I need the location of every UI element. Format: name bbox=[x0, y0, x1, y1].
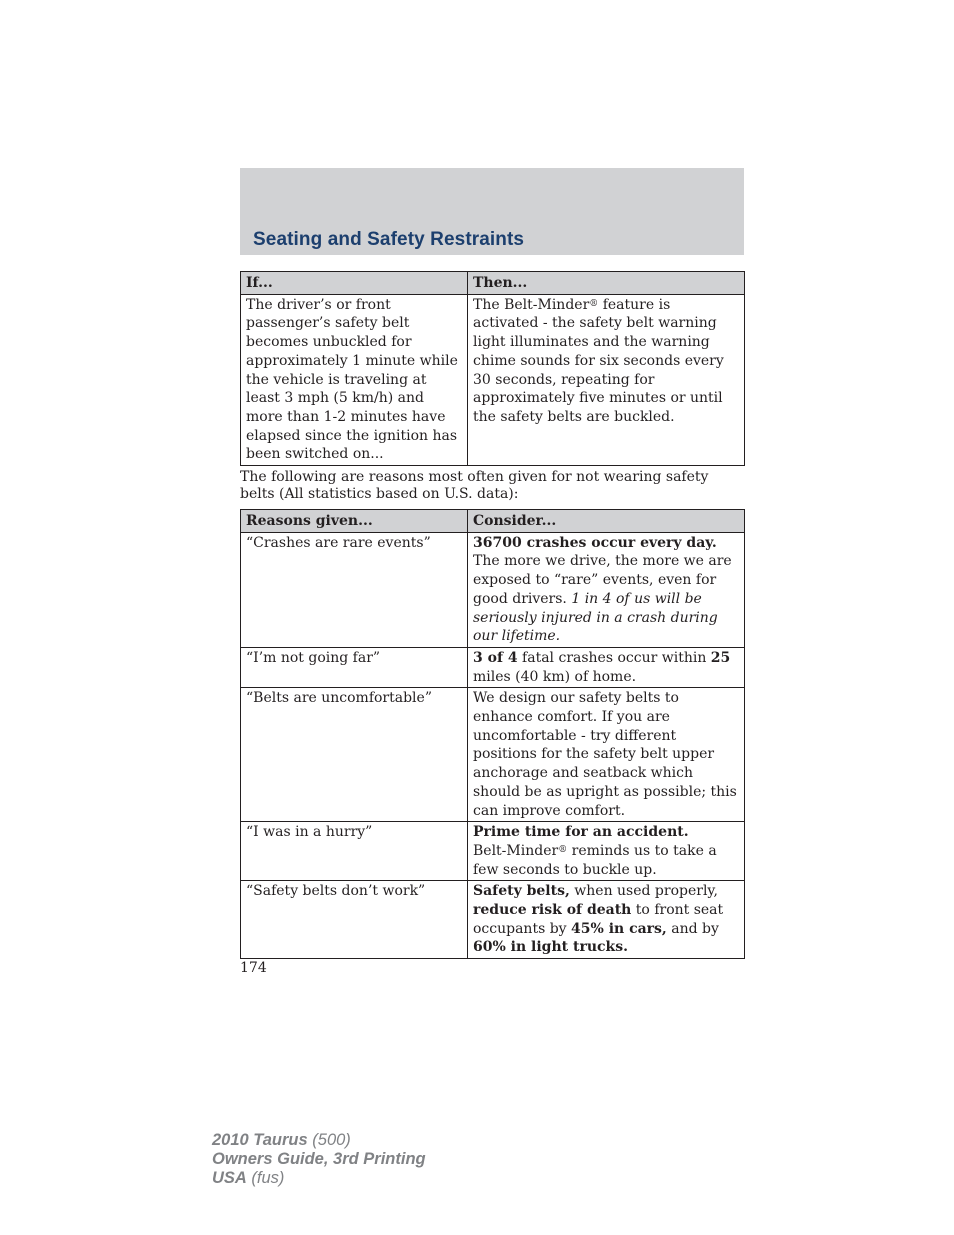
body-text: reminds us to take a few seconds to buckle up. bbox=[473, 842, 717, 878]
reason-cell: “I’m not going far” bbox=[241, 647, 468, 687]
consider-cell bbox=[468, 532, 745, 647]
table-row bbox=[241, 647, 745, 687]
footer-model: 2010 Taurus bbox=[212, 1131, 308, 1149]
body-text: miles (40 km) of home. bbox=[473, 668, 637, 685]
table-row bbox=[241, 881, 745, 959]
body-text: and by bbox=[666, 920, 719, 937]
column-header-consider: Consider... bbox=[468, 510, 745, 533]
body-text: when used properly, bbox=[569, 883, 718, 900]
consider-cell bbox=[468, 822, 745, 881]
table-row bbox=[241, 688, 745, 822]
body-text: The more we drive, the more we are exposed to “rare” events, even for good drivers. bbox=[473, 553, 732, 607]
registered-mark: ® bbox=[589, 298, 599, 309]
result-prefix: The Belt-Minder bbox=[473, 296, 590, 313]
result-cell bbox=[468, 294, 745, 465]
body-text: Belt-Minder bbox=[473, 842, 559, 859]
intro-paragraph: The following are reasons most often given for not wearing safety belts (All statistics based on U.S. data): bbox=[240, 469, 709, 502]
page-number: 174 bbox=[240, 960, 267, 976]
section-title: Seating and Safety Restraints bbox=[253, 229, 525, 250]
reason-cell: “I was in a hurry” bbox=[241, 822, 468, 881]
bold-text: 45% in cars, bbox=[571, 920, 667, 937]
consider-cell: We design our safety belts to enhance comfort. If you are uncomfortable - try different positions for the safety belt upper anchorage and seatback which should be as upright as possible; this can improve comfort. bbox=[468, 688, 745, 822]
table-header-row bbox=[241, 510, 745, 533]
reason-cell: “Safety belts don’t work” bbox=[241, 881, 468, 959]
footer-model-code: (500) bbox=[307, 1131, 351, 1149]
consider-cell bbox=[468, 881, 745, 959]
belt-minder-table bbox=[240, 271, 745, 466]
bold-text: Prime time for an accident. bbox=[473, 824, 689, 841]
result-suffix: feature is activated - the safety belt warning light illuminates and the warning chime sounds for six seconds every 30 seconds, repeating for approximately five minutes or until the safety belts are buckled. bbox=[473, 296, 724, 425]
bold-text: 60% in light trucks. bbox=[473, 939, 628, 956]
bold-text: 3 of 4 bbox=[473, 649, 518, 666]
bold-text: 25 bbox=[710, 649, 731, 666]
consider-cell bbox=[468, 647, 745, 687]
footer-imprint bbox=[212, 1131, 426, 1188]
table-row bbox=[241, 294, 745, 465]
column-header-then: Then... bbox=[468, 272, 745, 295]
section-header-band bbox=[240, 168, 744, 255]
table-row bbox=[241, 532, 745, 647]
column-header-if: If... bbox=[241, 272, 468, 295]
bold-text: reduce risk of death bbox=[473, 902, 632, 919]
bold-text: 36700 crashes occur every day. bbox=[473, 534, 717, 551]
body-text: fatal crashes occur within bbox=[517, 649, 711, 666]
registered-mark: ® bbox=[558, 844, 568, 855]
table-row bbox=[241, 822, 745, 881]
table-header-row bbox=[241, 272, 745, 295]
reason-cell: “Crashes are rare events” bbox=[241, 532, 468, 647]
footer-guide: Owners Guide, 3rd Printing bbox=[212, 1150, 426, 1168]
footer-region: USA bbox=[212, 1169, 247, 1187]
reasons-table bbox=[240, 509, 745, 959]
column-header-reasons: Reasons given... bbox=[241, 510, 468, 533]
italic-text: 1 in 4 of us will be seriously injured in a crash during our lifetime. bbox=[473, 590, 718, 645]
reason-cell: “Belts are uncomfortable” bbox=[241, 688, 468, 822]
condition-cell: The driver’s or front passenger’s safety belt becomes unbuckled for approximately 1 minute while the vehicle is traveling at least 3 mph (5 km/h) and more than 1-2 minutes have elapsed since the ignition has been switched on... bbox=[241, 294, 468, 465]
footer-region-code: (fus) bbox=[246, 1169, 285, 1187]
body-text: to front seat occupants by bbox=[473, 902, 724, 937]
bold-text: Safety belts, bbox=[473, 883, 570, 900]
